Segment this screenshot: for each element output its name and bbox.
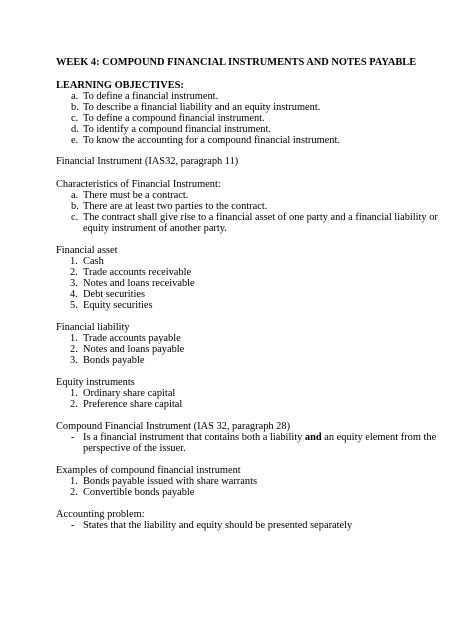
list-marker: e. [71, 135, 79, 146]
list-marker: 3. [70, 278, 78, 289]
list-marker: 5. [70, 300, 78, 311]
equity-instruments-heading: Equity instruments [56, 377, 135, 388]
list-marker: 3. [70, 355, 78, 366]
list-item: Debt securities [83, 289, 146, 300]
list-item: To identify a compound financial instrument. [83, 124, 271, 135]
list-marker: 1. [70, 333, 78, 344]
list-item: Notes and loans payable [83, 344, 185, 355]
list-marker: 1. [70, 388, 78, 399]
list-marker: 2. [70, 267, 78, 278]
list-item: Bonds payable issued with share warrants [83, 476, 258, 487]
list-marker: a. [71, 91, 79, 102]
list-item: Ordinary share capital [83, 388, 176, 399]
list-marker: 1. [70, 476, 78, 487]
list-item: To define a compound financial instrument. [83, 113, 265, 124]
definition-text-start: Is a financial instrument that contains both a liability [83, 432, 305, 443]
financial-instrument-heading: Financial Instrument (IAS32, paragraph 11) [56, 156, 239, 167]
accounting-problem-heading: Accounting problem: [56, 509, 145, 520]
list-item-continuation: perspective of the issuer. [83, 443, 186, 454]
list-item: Preference share capital [83, 399, 183, 410]
list-item: Equity securities [83, 300, 153, 311]
list-item: Convertible bonds payable [83, 487, 195, 498]
list-item: Cash [83, 256, 104, 267]
document-title: WEEK 4: COMPOUND FINANCIAL INSTRUMENTS AND NOTES PAYABLE [56, 57, 417, 68]
list-marker: c. [71, 113, 79, 124]
list-marker: 2. [70, 399, 78, 410]
list-item: There must be a contract. [83, 190, 189, 201]
list-item: To know the accounting for a compound financial instrument. [83, 135, 340, 146]
list-marker: 4. [70, 289, 78, 300]
dash-marker: - [71, 432, 75, 443]
list-item: To define a financial instrument. [83, 91, 219, 102]
list-item: Bonds payable [83, 355, 145, 366]
list-item: States that the liability and equity should be presented separately [83, 520, 353, 531]
list-marker: 2. [70, 487, 78, 498]
dash-marker: - [71, 520, 75, 531]
list-marker: b. [71, 102, 79, 113]
list-item: To describe a financial liability and an equity instrument. [83, 102, 321, 113]
list-item: Trade accounts receivable [83, 267, 192, 278]
list-item-continuation: equity instrument of another party. [83, 223, 227, 234]
definition-emphasis: and [304, 432, 322, 443]
examples-heading: Examples of compound financial instrument [56, 465, 241, 476]
list-item: There are at least two parties to the contract. [83, 201, 268, 212]
list-marker: c. [71, 212, 79, 223]
list-marker: d. [71, 124, 79, 135]
list-marker: b. [71, 201, 79, 212]
list-item: Notes and loans receivable [83, 278, 195, 289]
financial-asset-heading: Financial asset [56, 245, 118, 256]
list-marker: 1. [70, 256, 78, 267]
list-item: The contract shall give rise to a financial asset of one party and a financial liability or [83, 212, 438, 223]
objectives-heading: LEARNING OBJECTIVES: [56, 80, 184, 91]
list-item: Trade accounts payable [83, 333, 181, 344]
list-marker: 2. [70, 344, 78, 355]
characteristics-heading: Characteristics of Financial Instrument: [56, 179, 221, 190]
definition-text-end: an equity element from the [321, 432, 437, 443]
compound-instrument-heading: Compound Financial Instrument (IAS 32, paragraph 28) [56, 421, 291, 432]
financial-liability-heading: Financial liability [56, 322, 130, 333]
list-marker: a. [71, 190, 79, 201]
